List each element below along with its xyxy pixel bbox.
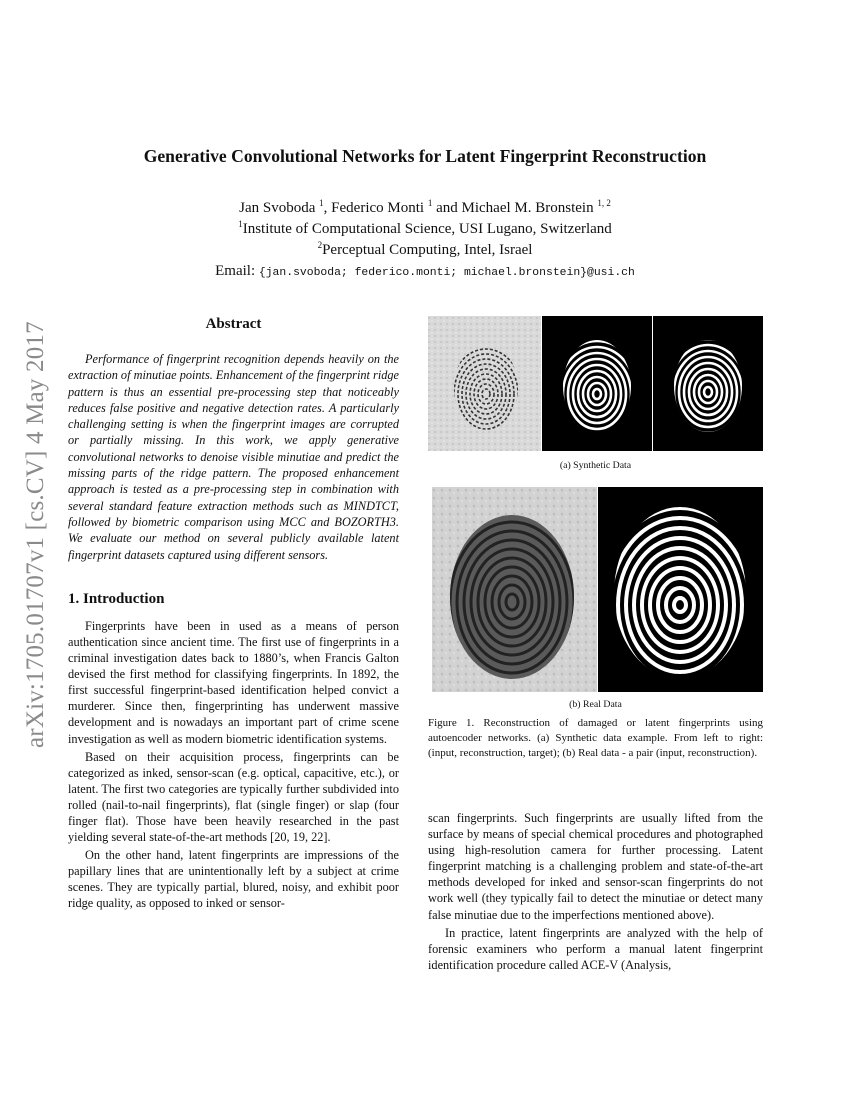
real-input-image [432, 487, 597, 692]
email-line [0, 261, 850, 284]
fingerprint-noisy-graphic [428, 316, 541, 451]
intro-paragraph: Based on their acquisition process, fingerprints can be categorized as inked, sensor-scan (e.g. optical, capacitive, etc.), or latent. The first two categories are typically further subdivided into rolled (nail-to-nail fingerprints), flat (single finger) or slap (four finger flat). Those have been heavily researched in the past yielding several state-of-the-art methods [20, 19, 22]. [68, 749, 399, 845]
author-name: Jan Svoboda [239, 200, 316, 216]
right-paragraph: scan fingerprints. Such fingerprints are usually lifted from the surface by means of special chemical procedures and photographed using high-resolution camera for further processing. Latent fingerprint matching is a challenging problem and state-of-the-art methods developed for inked and sensor-scan fingerprints do not work well (they typically fail to detect the minutiae or detect many false minutiae due to the imperfections mentioned above). [428, 811, 763, 922]
paper-title: Generative Convolutional Networks for Latent Fingerprint Reconstruction [143, 146, 707, 166]
figure-caption: Figure 1. Reconstruction of damaged or latent fingerprints using autoencoder networks. (a) Synthetic data example. From left to right: (input, reconstruction, target); (b) Real data - a pair (input, reconstruction). [428, 717, 763, 760]
intro-paragraph: On the other hand, latent fingerprints are impressions of the papillary lines that are unintentionally left by a subject at crime scenes. They are typically partial, blured, noisy, and exhibit poor ridge quality, as opposed to inked or sensor- [68, 848, 399, 911]
synthetic-target-image [653, 316, 763, 451]
author-names: Jan Svoboda $^1$, Federico Monti $^1$ and Michael M. Bronstein $^{1, 2}$ [239, 198, 611, 216]
author-block [0, 198, 850, 284]
email-label: Email: [215, 263, 256, 279]
abstract-text: Performance of fingerprint recognition depends heavily on the extraction of minutiae points. Enhancement of the fingerprint ridge pattern is thus an essential pre-processing step that noticeably reduces false positive and negative detection rates. A particularly challenging setting is when the fingerprint images are corrupted or partially missing. In this work, we apply generative convolutional networks to denoise visible minutiae and predict the missing parts of the ridge pattern. The proposed enhancement approach is tested as a pre-processing step in combination with several standard feature extraction methods such as MINDTCT, followed by biometric comparison using MCC and BOZORTH3. We evaluate our method on several publicly available latent fingerprint datasets captured using different sensors. [68, 352, 399, 562]
right-column [428, 810, 763, 975]
abstract-heading: Abstract [205, 316, 262, 332]
subcaption-synthetic: (a) Synthetic Data [559, 460, 632, 471]
arxiv-stamp: arXiv:1705.01707v1 [cs.CV] 4 May 2017 [22, 321, 49, 749]
section-heading-introduction: 1. Introduction [68, 590, 165, 607]
right-paragraph: In practice, latent fingerprints are analyzed with the help of forensic examiners who perform a manual latent fingerprint identification procedure called ACE-V (Analysis, [428, 925, 763, 972]
intro-paragraph: Fingerprints have been in used as a means of person authentication since ancient time. The first use of fingerprints in a criminal investigation dates back to 1880’s, when Francis Galton devised the first method for classifying fingerprints. In 1892, the first successful fingerprint-based identification helped convict a murderer. Since then, fingerprinting has underwent massive development and is nowadays an important part of crime scene investigation as well as modern biometric identification systems. [68, 618, 399, 746]
author-name: Federico Monti [331, 200, 425, 216]
fingerprint-latent-graphic [432, 487, 597, 692]
affiliation: $^1$Institute of Computational Science, USI Lugano, Switzerland [238, 219, 612, 237]
affiliation: $^2$Perceptual Computing, Intel, Israel [317, 240, 533, 258]
real-reconstruction-image [598, 487, 763, 692]
fingerprint-real-reconstruction-graphic [598, 487, 763, 692]
synthetic-reconstruction-image [542, 316, 652, 451]
fingerprint-target-graphic [653, 316, 763, 451]
author-name: Michael M. Bronstein [461, 200, 594, 216]
email-address[interactable]: {jan.svoboda; federico.monti; michael.bronstein}@usi.ch [258, 267, 635, 279]
synthetic-input-image [428, 316, 541, 451]
fingerprint-reconstruction-graphic [542, 316, 652, 451]
left-column [68, 316, 399, 914]
subcaption-real: (b) Real Data [569, 699, 622, 710]
